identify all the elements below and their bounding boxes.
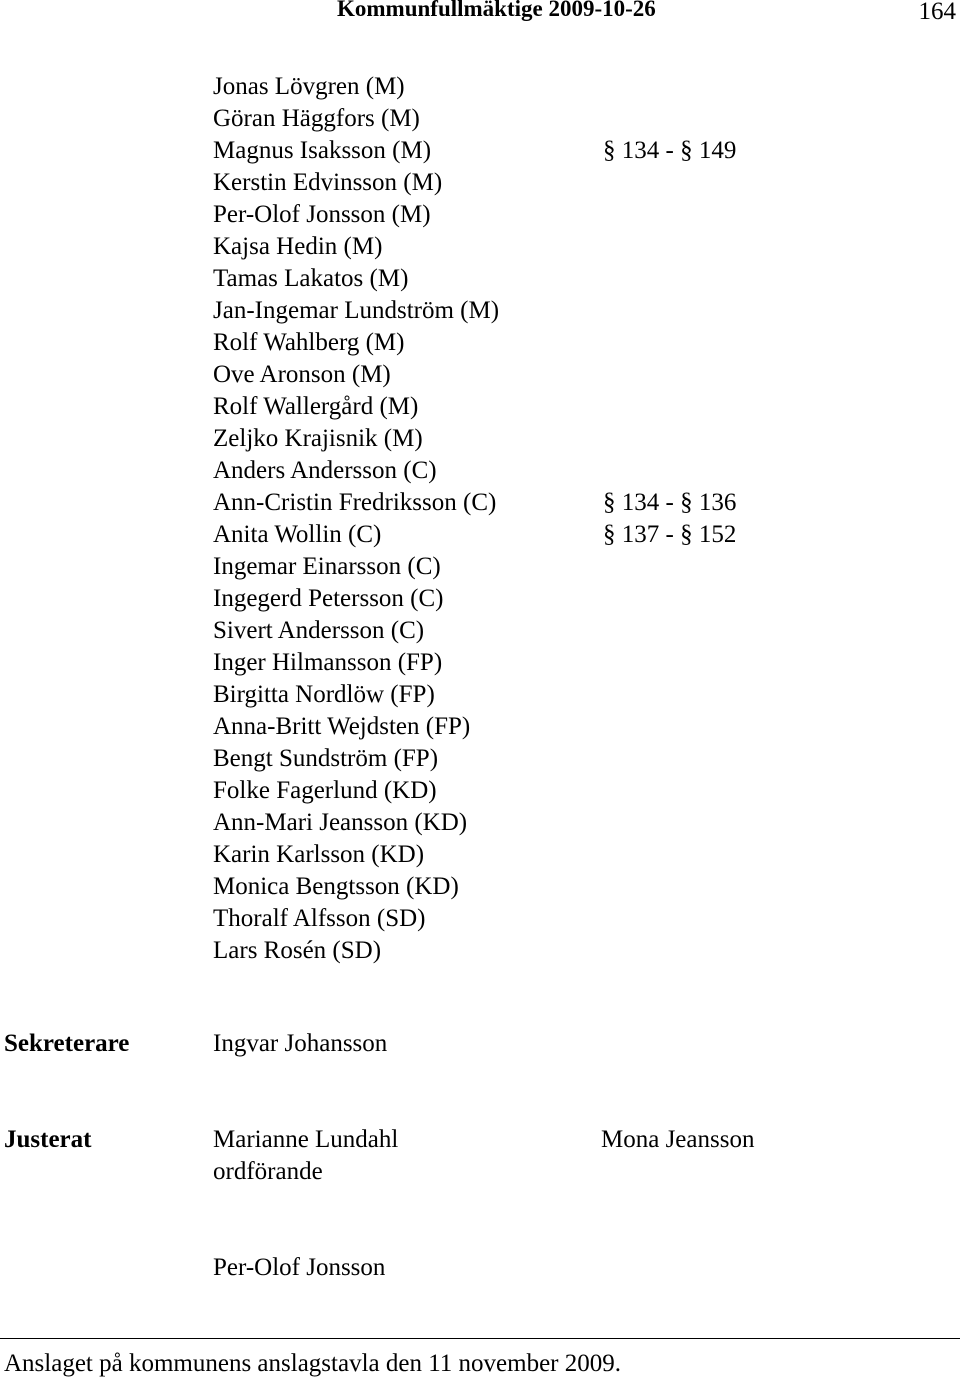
attendee-name: Thoralf Alfsson (SD) xyxy=(213,905,426,932)
adjusted-label: Justerat xyxy=(4,1126,92,1153)
attendee-name: Karin Karlsson (KD) xyxy=(213,841,425,868)
attendee-row xyxy=(213,327,499,359)
attendee-row xyxy=(213,871,499,903)
attendee-name: Anders Andersson (C) xyxy=(213,457,437,484)
attendee-name: Ove Aronson (M) xyxy=(213,361,391,388)
attendee-name: Monica Bengtsson (KD) xyxy=(213,873,459,900)
attendee-row xyxy=(213,551,499,583)
attendee-name: Lars Rosén (SD) xyxy=(213,937,382,964)
attendee-row xyxy=(213,615,499,647)
attendee-row xyxy=(213,903,499,935)
attendee-row xyxy=(213,743,499,775)
attendee-row xyxy=(213,519,737,551)
attendee-row xyxy=(213,807,499,839)
posting-notice: Anslaget på kommunens anslagstavla den 11 november 2009. xyxy=(4,1350,621,1377)
second-adjuster-name: Mona Jeansson xyxy=(601,1126,755,1153)
attendee-row xyxy=(213,711,499,743)
attendee-row xyxy=(213,583,499,615)
attendee-row xyxy=(213,103,499,135)
attendee-name: Per-Olof Jonsson (M) xyxy=(213,201,431,228)
attendee-name: Jan-Ingemar Lundström (M) xyxy=(213,297,500,324)
attendee-name: Birgitta Nordlöw (FP) xyxy=(213,681,435,708)
attendee-name: Kajsa Hedin (M) xyxy=(213,233,383,260)
document-title: Kommunfullmäktige 2009-10-26 xyxy=(337,0,656,21)
attendee-row xyxy=(213,647,499,679)
attendee-row xyxy=(213,231,499,263)
attendee-name: Sivert Andersson (C) xyxy=(213,617,425,644)
secretary-name: Ingvar Johansson xyxy=(213,1030,388,1057)
attendee-row xyxy=(213,199,499,231)
secretary-label: Sekreterare xyxy=(4,1030,130,1057)
footer-divider xyxy=(0,1338,960,1339)
attendee-name: Rolf Wallergård (M) xyxy=(213,393,419,420)
attendee-name: Zeljko Krajisnik (M) xyxy=(213,425,423,452)
chair-role: ordförande xyxy=(213,1158,323,1185)
attendee-row xyxy=(213,263,499,295)
attendee-name: Inger Hilmansson (FP) xyxy=(213,649,443,676)
attendee-row xyxy=(213,487,737,519)
attendee-name: Ann-Cristin Fredriksson (C) xyxy=(213,489,497,516)
attendee-name: Göran Häggfors (M) xyxy=(213,105,420,132)
attendee-name: Kerstin Edvinsson (M) xyxy=(213,169,443,196)
attendee-sections: § 137 - § 152 xyxy=(603,521,737,548)
attendee-row xyxy=(213,775,499,807)
attendee-sections: § 134 - § 136 xyxy=(603,489,737,516)
attendee-list xyxy=(213,71,737,967)
attendee-name: Magnus Isaksson (M) xyxy=(213,137,432,164)
attendee-name: Tamas Lakatos (M) xyxy=(213,265,409,292)
chair-name: Marianne Lundahl xyxy=(213,1126,399,1153)
attendee-row xyxy=(213,935,499,967)
attendee-row xyxy=(213,359,499,391)
attendee-name: Ann-Mari Jeansson (KD) xyxy=(213,809,468,836)
attendee-name: Bengt Sundström (FP) xyxy=(213,745,439,772)
attendee-name: Ingegerd Petersson (C) xyxy=(213,585,444,612)
attendee-row xyxy=(213,167,499,199)
attendee-name: Folke Fagerlund (KD) xyxy=(213,777,437,804)
attendee-row xyxy=(213,391,499,423)
attendee-row xyxy=(213,679,499,711)
attendee-row xyxy=(213,455,499,487)
attendee-row xyxy=(213,135,737,167)
attendee-name: Jonas Lövgren (M) xyxy=(213,73,405,100)
attendee-row xyxy=(213,295,499,327)
attendee-name: Rolf Wahlberg (M) xyxy=(213,329,405,356)
page-number: 164 xyxy=(918,0,956,25)
third-adjuster-name: Per-Olof Jonsson xyxy=(213,1254,386,1281)
attendee-name: Anita Wollin (C) xyxy=(213,521,382,548)
attendee-name: Ingemar Einarsson (C) xyxy=(213,553,441,580)
attendee-sections: § 134 - § 149 xyxy=(603,137,737,164)
attendee-row xyxy=(213,839,499,871)
attendee-name: Anna-Britt Wejdsten (FP) xyxy=(213,713,471,740)
attendee-row xyxy=(213,423,499,455)
attendee-row xyxy=(213,71,499,103)
